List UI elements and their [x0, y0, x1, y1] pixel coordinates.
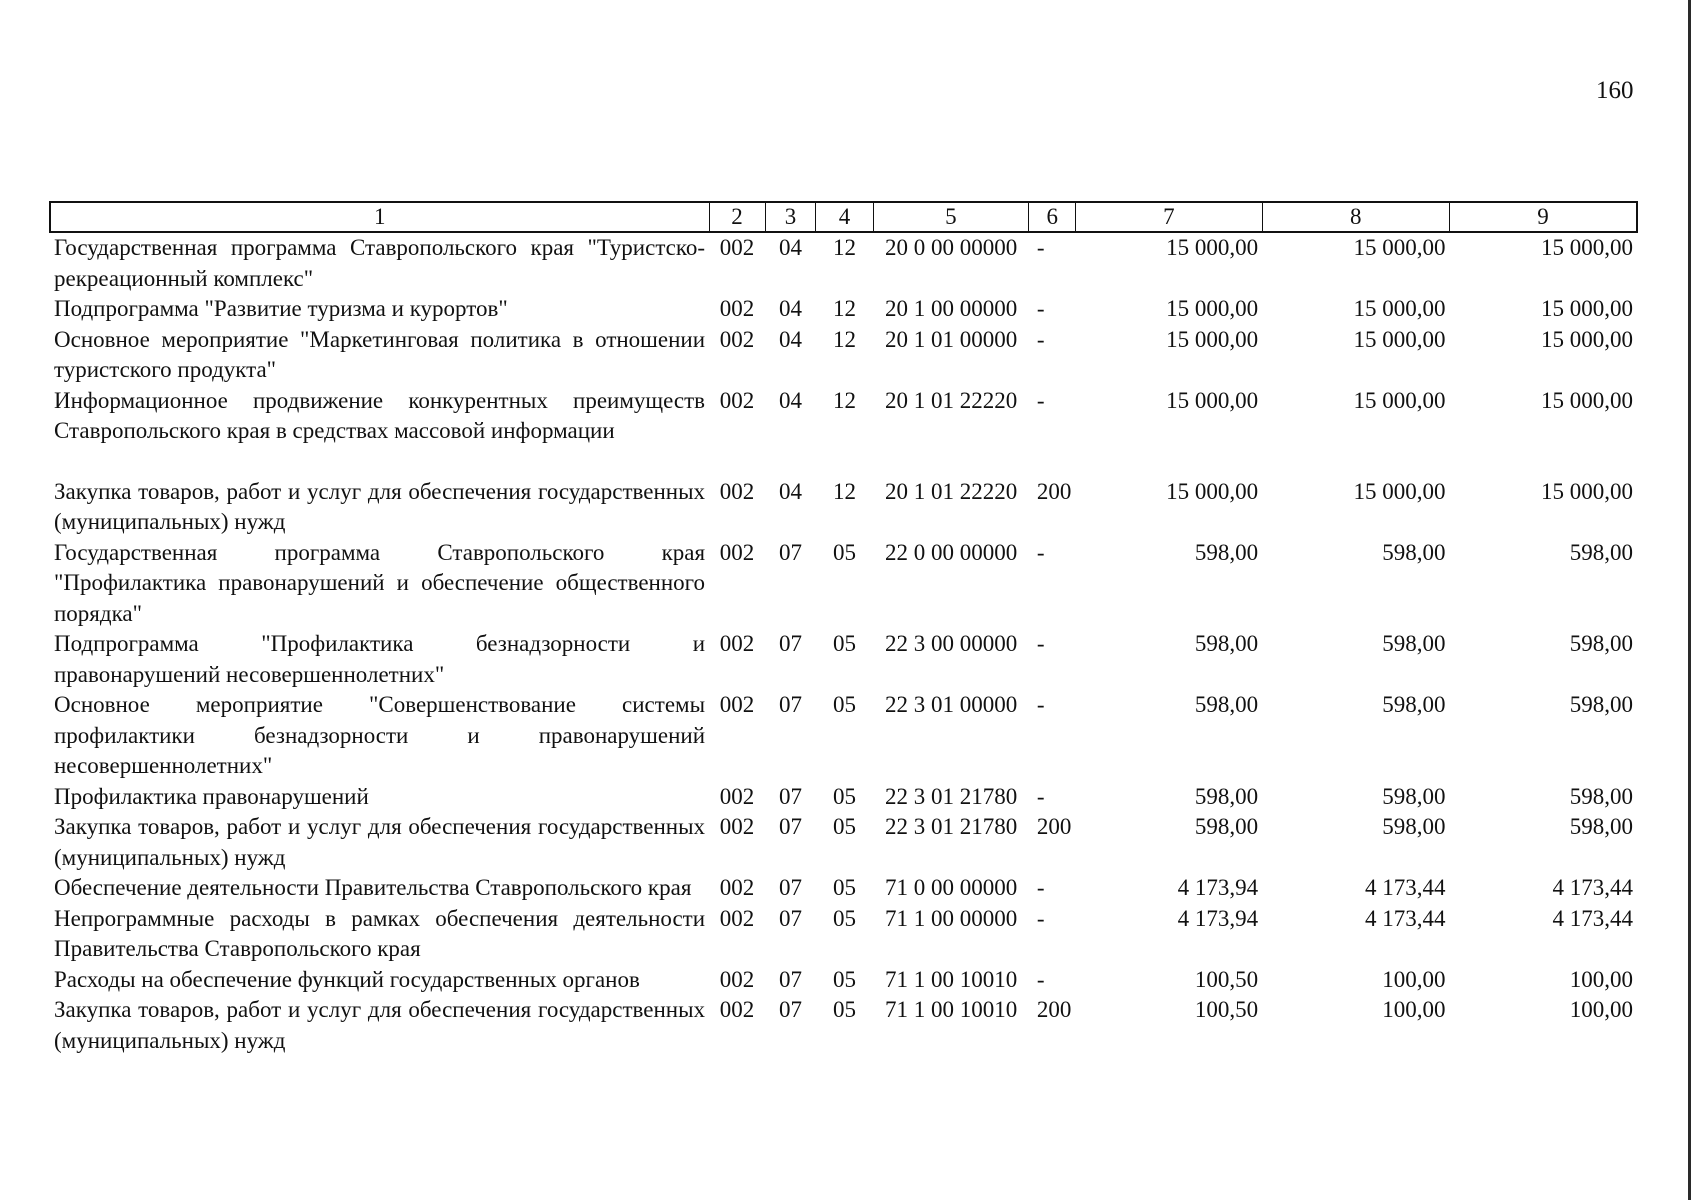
expense-type-code: - [1036, 966, 1045, 992]
ministry-code: 002 [719, 997, 755, 1022]
section-code: 04 [779, 296, 802, 321]
subsection-code: 05 [832, 783, 856, 809]
amount-year-2: 598,00 [1382, 692, 1446, 717]
amount-year-3: 100,00 [1569, 966, 1633, 992]
amount-year-2: 15 000,00 [1353, 235, 1446, 260]
ministry-code: 002 [719, 692, 755, 717]
amount-year-3: 15 000,00 [1541, 326, 1633, 352]
amount-year-2: 598,00 [1382, 814, 1446, 839]
table-row [50, 294, 1637, 325]
target-article-code: 22 3 01 21780 [885, 814, 1018, 839]
amount-year-2: 598,00 [1382, 631, 1446, 656]
subsection-code: 12 [832, 235, 856, 260]
table-row [50, 690, 1637, 782]
ministry-code: 002 [719, 814, 755, 839]
item-name: Основное мероприятие "Совершенствование системы профилактики безнадзорности и правонарушений несовершеннолетних" [54, 692, 706, 778]
target-article-code: 71 1 00 10010 [885, 966, 1018, 992]
amount-year-2: 15 000,00 [1353, 296, 1446, 321]
amount-year-1: 598,00 [1194, 539, 1259, 565]
amount-year-3: 598,00 [1569, 692, 1633, 717]
table-row [50, 965, 1637, 996]
amount-year-1: 598,00 [1194, 814, 1259, 839]
section-code: 07 [779, 692, 802, 717]
target-article-code: 22 0 00 00000 [885, 539, 1018, 565]
amount-year-1: 4 173,94 [1177, 875, 1259, 900]
section-code: 04 [779, 478, 802, 504]
column-header: 7 [1076, 202, 1262, 232]
amount-year-3: 15 000,00 [1541, 478, 1633, 504]
subsection-code: 05 [832, 966, 856, 992]
amount-year-2: 4 173,44 [1365, 905, 1446, 931]
expense-type-code: - [1036, 387, 1045, 413]
expense-type-code: 200 [1036, 478, 1072, 504]
subsection-code: 12 [832, 387, 856, 413]
table-row [50, 325, 1637, 386]
subsection-code: 05 [832, 875, 856, 900]
ministry-code: 002 [719, 631, 755, 656]
ministry-code: 002 [719, 875, 755, 900]
target-article-code: 20 1 01 22220 [885, 478, 1018, 504]
expense-type-code: - [1036, 905, 1045, 931]
amount-year-2: 100,00 [1382, 966, 1446, 992]
amount-year-2: 4 173,44 [1365, 875, 1446, 900]
subsection-code: 05 [832, 905, 856, 931]
table-body [50, 232, 1637, 1056]
section-code: 07 [779, 905, 802, 931]
table-row [50, 995, 1637, 1056]
item-name: Закупка товаров, работ и услуг для обеспечения государственных (муниципальных) нужд [54, 814, 706, 870]
expense-type-code: 200 [1036, 997, 1072, 1022]
amount-year-3: 4 173,44 [1552, 905, 1633, 931]
amount-year-1: 4 173,94 [1177, 905, 1259, 931]
expense-type-code: - [1036, 692, 1045, 717]
column-header: 9 [1450, 202, 1637, 232]
section-code: 07 [779, 966, 802, 992]
ministry-code: 002 [719, 235, 755, 260]
amount-year-2: 15 000,00 [1353, 387, 1446, 413]
target-article-code: 22 3 01 00000 [885, 692, 1018, 717]
target-article-code: 71 1 00 00000 [885, 905, 1018, 931]
amount-year-1: 598,00 [1194, 783, 1259, 809]
target-article-code: 22 3 00 00000 [885, 631, 1018, 656]
item-name: Непрограммные расходы в рамках обеспечения деятельности Правительства Ставропольского края [54, 905, 706, 961]
amount-year-3: 15 000,00 [1541, 235, 1633, 260]
table-row [50, 629, 1637, 690]
item-name: Государственная программа Ставропольского края "Профилактика правонарушений и обеспечение общественного порядка" [54, 539, 706, 626]
table-header-row [50, 202, 1637, 232]
amount-year-3: 100,00 [1569, 997, 1633, 1022]
ministry-code: 002 [719, 966, 755, 992]
ministry-code: 002 [719, 539, 755, 565]
page-number: 160 [1596, 77, 1634, 104]
amount-year-3: 598,00 [1569, 814, 1633, 839]
subsection-code: 05 [832, 631, 856, 656]
table-row [50, 873, 1637, 904]
amount-year-2: 598,00 [1382, 783, 1446, 809]
table-row [50, 232, 1637, 294]
column-header: 5 [873, 202, 1029, 232]
subsection-code: 05 [832, 539, 856, 565]
table-row [50, 538, 1637, 630]
amount-year-2: 15 000,00 [1353, 326, 1446, 352]
amount-year-3: 4 173,44 [1552, 875, 1633, 900]
section-code: 07 [779, 997, 802, 1022]
expense-type-code: - [1036, 875, 1045, 900]
subsection-code: 12 [832, 478, 856, 504]
table-row [50, 812, 1637, 873]
amount-year-3: 15 000,00 [1541, 387, 1633, 413]
column-header: 3 [765, 202, 816, 232]
section-code: 07 [779, 875, 802, 900]
item-name: Основное мероприятие "Маркетинговая политика в отношении туристского продукта" [54, 326, 706, 382]
item-name: Закупка товаров, работ и услуг для обеспечения государственных (муниципальных) нужд [54, 997, 706, 1053]
expense-type-code: - [1036, 326, 1045, 352]
budget-table [49, 201, 1638, 1056]
column-header: 4 [816, 202, 873, 232]
expense-type-code: - [1036, 539, 1045, 565]
section-code: 07 [779, 814, 802, 839]
item-name: Подпрограмма "Развитие туризма и курортов" [54, 296, 508, 321]
item-name: Информационное продвижение конкурентных преимуществ Ставропольского края в средствах массовой информации [54, 387, 706, 443]
expense-type-code: - [1036, 631, 1045, 656]
amount-year-1: 100,50 [1194, 966, 1259, 992]
amount-year-1: 15 000,00 [1166, 478, 1259, 504]
amount-year-1: 598,00 [1194, 631, 1259, 656]
section-code: 07 [779, 783, 802, 809]
section-code: 07 [779, 539, 802, 565]
column-header: 8 [1262, 202, 1449, 232]
item-name: Расходы на обеспечение функций государственных органов [54, 966, 640, 992]
target-article-code: 71 0 00 00000 [885, 875, 1018, 900]
item-name: Профилактика правонарушений [54, 783, 369, 809]
ministry-code: 002 [719, 478, 755, 504]
item-name: Государственная программа Ставропольского края "Туристско-рекреационный комплекс" [54, 235, 706, 291]
item-name: Обеспечение деятельности Правительства Ставропольского края [54, 875, 692, 900]
section-code: 04 [779, 387, 802, 413]
amount-year-1: 15 000,00 [1166, 326, 1259, 352]
amount-year-1: 100,50 [1194, 997, 1259, 1022]
amount-year-1: 15 000,00 [1166, 296, 1259, 321]
target-article-code: 71 1 00 10010 [885, 997, 1018, 1022]
section-code: 04 [779, 235, 802, 260]
target-article-code: 22 3 01 21780 [885, 783, 1018, 809]
item-name: Подпрограмма "Профилактика безнадзорности и правонарушений несовершеннолетних" [54, 631, 706, 687]
column-header: 1 [50, 202, 709, 232]
subsection-code: 05 [832, 692, 856, 717]
column-header: 2 [709, 202, 765, 232]
subsection-code: 12 [832, 296, 856, 321]
ministry-code: 002 [719, 905, 755, 931]
subsection-code: 12 [832, 326, 856, 352]
amount-year-1: 15 000,00 [1166, 387, 1259, 413]
section-code: 07 [779, 631, 802, 656]
column-header: 6 [1029, 202, 1076, 232]
subsection-code: 05 [832, 814, 856, 839]
expense-type-code: - [1036, 296, 1045, 321]
amount-year-2: 598,00 [1382, 539, 1446, 565]
target-article-code: 20 0 00 00000 [885, 235, 1018, 260]
ministry-code: 002 [719, 326, 755, 352]
amount-year-3: 598,00 [1569, 539, 1633, 565]
amount-year-1: 15 000,00 [1166, 235, 1259, 260]
target-article-code: 20 1 01 00000 [885, 326, 1018, 352]
amount-year-3: 598,00 [1569, 783, 1633, 809]
section-code: 04 [779, 326, 802, 352]
ministry-code: 002 [719, 783, 755, 809]
amount-year-3: 598,00 [1569, 631, 1633, 656]
ministry-code: 002 [719, 387, 755, 413]
table-row [50, 477, 1637, 538]
amount-year-2: 100,00 [1382, 997, 1446, 1022]
item-name: Закупка товаров, работ и услуг для обеспечения государственных (муниципальных) нужд [54, 478, 706, 534]
subsection-code: 05 [832, 997, 856, 1022]
expense-type-code: - [1036, 235, 1045, 260]
amount-year-2: 15 000,00 [1353, 478, 1446, 504]
table-row [50, 782, 1637, 813]
table-row [50, 386, 1637, 477]
table-row [50, 904, 1637, 965]
amount-year-3: 15 000,00 [1541, 296, 1633, 321]
page-edge-line [1688, 0, 1691, 1200]
ministry-code: 002 [719, 296, 755, 321]
target-article-code: 20 1 01 22220 [885, 387, 1018, 413]
expense-type-code: 200 [1036, 814, 1072, 839]
target-article-code: 20 1 00 00000 [885, 296, 1018, 321]
amount-year-1: 598,00 [1194, 692, 1259, 717]
expense-type-code: - [1036, 783, 1045, 809]
